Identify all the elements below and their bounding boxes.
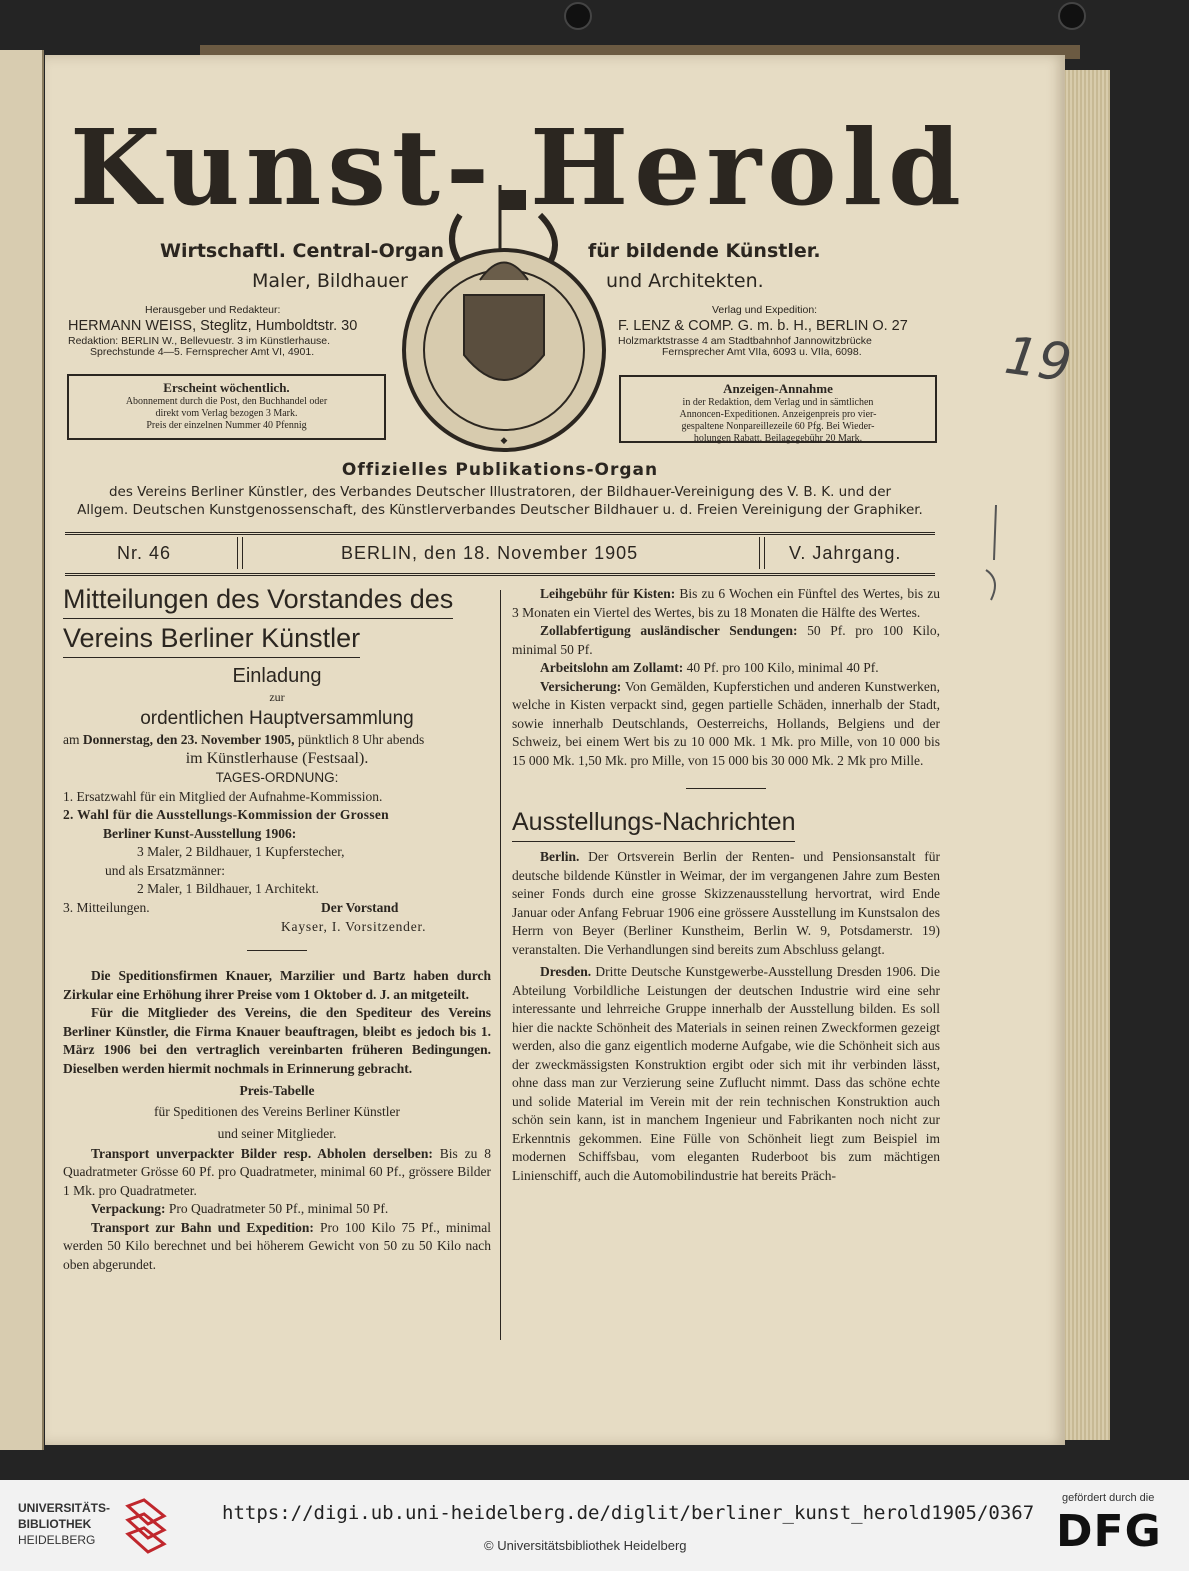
price-item-label: Versicherung: [540,678,622,694]
editor-name: HERMANN WEISS, Steglitz, Humboldtstr. 30 [68,318,358,334]
svg-text:◆: ◆ [500,436,508,446]
paragraph: Für die Mitglieder des Vereins, die den Spediteur des Vereins Berliner Künstler, die Firma Knauer beauftragen, bleibt es jedoch bis 1. März 1906 bei den vertraglich vereinbarten früheren Bedingungen. Dieselben werden hiermit nochmals in Erinnerung gebracht. [63,1005,491,1076]
subscription-line: direkt vom Verlag bezogen 3 Mark. [155,408,298,419]
issue-date: BERLIN, den 18. November 1905 [341,543,639,563]
issue-number: Nr. 46 [117,543,172,563]
masthead-title-right: Herold [530,106,967,229]
subscription-line: Abonnement durch die Post, den Buchhandel oder [125,396,328,407]
divider [686,788,766,789]
news-text: Dritte Deutsche Kunstgewerbe-Ausstellung Dresden 1906. Die Abteilung Vorbildliche Leistungen der deutschen Industrie wird eine sehr interessante und lehrreiche Gruppe innerhalb der Ausstellung bilden. Es soll hier die nackte Schönheit des Materials in seinen reinen Zweckformen gezeigt werden, also die ganz eigentlich moderne Aufgabe, wie die Schönheit sich aus der zweckmässigsten Konstruktion ergibt oder sich mit ihr verbinden lässt, ohne dass man zur Verzierung seine Zuflucht nimmt. Dass das schöne echte und solide Material im Verein mit der rein technischen Konstruktion auch schön sein kann, ist in manchem Ingenieur und Fabrikanten noch nicht zur Erkenntnis gekommen. Eine Fülle von Schönheit liegt zum Beispiel im modernen Schiffsbau, vom eleganten Ruderboot bis zum mächtigen Linienschiff, auch die Automobilindustrie hat bereits Präch- [512,964,940,1183]
advertising-line: holungen Rabatt. Beilagegebühr 20 Mark. [693,433,863,444]
copyright: © Universitätsbibliothek Heidelberg [484,1538,687,1553]
news-place: Dresden. [540,964,592,979]
price-item-label: Transport zur Bahn und Expedition: [91,1219,314,1235]
agenda-item: 3 Maler, 2 Bildhauer, 1 Kupferstecher, [137,844,345,859]
publisher-address: Holzmarktstrasse 4 am Stadtbahnhof Jannowitzbrücke [618,335,872,347]
funding-label: gefördert durch die [1062,1492,1155,1504]
dfg-logo: DFG [1056,1506,1162,1557]
price-item-text: 50 Pf. pro 100 Kilo, minimal 50 Pf. [512,623,941,657]
column-rule [500,590,501,1340]
publisher-name: F. LENZ & COMP. G. m. b. H., BERLIN O. 27 [618,318,908,334]
library-line: BIBLIOTHEK [18,1517,92,1531]
news-text: Der Ortsverein Berlin der Renten- und Pensionsanstalt für deutsche bildende Künstler in Weimar, der im vergangenen Jahre zum Besten seiner Fonds durch eine grosse Skizzenausstellung hervortrat, wird Ende Januar oder Anfang Februar 1906 eine grössere Ausstellung im Kunstsalon des Herrn von Beyer (Berliner Kunstheim, Berlin W. 9, Potsdamerstr. 19) veranstalten. Die Verhandlungen sind bereits zum Abschluss gelangt. [512,849,940,957]
binder-screw [564,2,592,30]
price-table-title: Preis-Tabelle [239,1083,315,1098]
price-item-label: Zollabfertigung ausländischer Sendungen: [540,623,798,638]
publisher-phone: Fernsprecher Amt VIIa, 6093 u. VIIa, 6098. [662,346,862,358]
advertising-title: Anzeigen-Annahme [723,381,833,396]
price-item-label: Leihgebühr für Kisten: [540,586,676,601]
publisher-label: Verlag und Expedition: [712,304,818,316]
editor-address: Redaktion: BERLIN W., Bellevuestr. 3 im Künstlerhause. [68,335,331,347]
permalink[interactable]: https://digi.ub.uni-heidelberg.de/diglit/berliner_kunst_herold1905/0367 [222,1502,1035,1524]
subscription-box [67,374,386,440]
meeting-time: pünktlich 8 Uhr abends [294,731,425,747]
meeting-date: Donnerstag, den 23. November 1905, [82,731,295,747]
dateline [65,532,935,576]
agenda-item: 2. Wahl für die Ausstellungs-Kommission der Grossen [63,807,389,822]
divider [247,950,307,951]
dateline-separator [759,537,765,569]
paragraph: Die Speditionsfirmen Knauer, Marzilier und Bartz haben durch Zirkular eine Erhöhung ihrer Preise vom 1 Oktober d. J. an mitgeteilt. [63,968,491,1002]
subtitle-right-2: und Architekten. [606,270,764,292]
subscription-title: Erscheint wöchentlich. [163,380,290,395]
price-item-text: Bis zu 8 Quadratmeter Grösse 60 Pf. pro Quadratmeter, minimal 60 Pf., grössere Bilder 1 Mk. pro Quadratmeter. [63,1145,491,1198]
price-table-sub: und seiner Mitglieder. [217,1125,337,1141]
agenda-item: Berliner Kunst-Ausstellung 1906: [103,825,297,841]
section-heading: Mitteilungen des Vorstandes des [63,580,453,619]
agenda-item: 2 Maler, 1 Bildhauer, 1 Architekt. [137,881,319,896]
page-stack-edge [1062,70,1110,1440]
agenda-item: 1. Ersatzwahl für ein Mitglied der Aufnahme-Kommission. [63,788,383,804]
section-heading: Vereins Berliner Künstler [63,619,360,658]
subscription-line: Preis der einzelnen Nummer 40 Pfennig [146,420,307,431]
meeting-when: am [63,731,83,747]
handwritten-mark [976,500,1016,610]
price-item-text: Pro Quadratmeter 50 Pf., minimal 50 Pf. [165,1201,389,1216]
official-line: Allgem. Deutschen Kunstgenossenschaft, des Künstlerverbandes Deutscher Bildhauer u. d. Freien Vereinigung der Graphiker. [77,502,923,518]
price-item-label: Transport unverpackter Bilder resp. Abholen derselben: [91,1145,433,1161]
invitation-meeting: ordentlichen Hauptversammlung [140,707,414,729]
previous-page-edge [0,50,44,1450]
signature-name: Kayser, I. Vorsitzender. [281,918,427,934]
dateline-separator [237,537,243,569]
library-name [18,1500,110,1548]
library-line: UNIVERSITÄTS- [18,1501,111,1515]
handwritten-number: 19 [1001,325,1076,395]
price-item-label: Verpackung: [91,1201,166,1216]
agenda-item: und als Ersatzmänner: [105,862,225,878]
official-line: des Vereins Berliner Künstler, des Verbandes Deutscher Illustratoren, der Bildhauer-Vereinigung des V. B. K. und der [108,484,892,500]
price-table-sub: für Speditionen des Vereins Berliner Künstler [153,1103,401,1119]
masthead-title-left: Kunst- [70,106,496,229]
price-item-text: 40 Pf. pro 100 Kilo, minimal 40 Pf. [683,660,879,675]
official-organ [60,460,940,518]
advertising-line: Annoncen-Expeditionen. Anzeigenpreis pro vier- [679,409,877,420]
subtitle-left-2: Maler, Bildhauer [252,270,408,292]
advertising-line: in der Redaktion, dem Verlag und in sämtlichen [682,397,874,408]
agenda-item: 3. Mitteilungen. [63,899,150,915]
editor-label: Herausgeber und Redakteur: [145,304,281,316]
binder-screw [1058,2,1086,30]
advertising-box [619,375,937,443]
price-item-label: Arbeitslohn am Zollamt: [540,660,684,675]
left-column [63,580,491,1274]
price-item-text: Pro 100 Kilo 75 Pf., minimal werden 50 Kilo berechnet und bei höherem Gewicht von 50 zu 50 Kilo nach oben abgerundet. [63,1219,491,1272]
official-title: Offizielles Publikations-Organ [341,460,659,480]
right-column [512,585,940,1185]
agenda-title: TAGES-ORDNUNG: [215,770,339,785]
library-logo-icon [124,1496,168,1556]
volume: V. Jahrgang. [789,543,902,563]
invitation-title: Einladung [232,665,322,687]
editor-hours: Sprechstunde 4—5. Fernsprecher Amt VI, 4901. [90,346,315,358]
price-item-text: Bis zu 6 Wochen ein Fünftel des Wertes, bis zu 3 Monaten ein Viertel des Wertes, bis zu 18 Monaten die Hälfte des Wertes. [512,586,940,620]
signature-title: Der Vorstand [321,900,399,915]
association-seal [400,185,610,455]
library-line: HEIDELBERG [18,1533,96,1547]
section-heading: Ausstellungs-Nachrichten [512,803,795,842]
subtitle-right-1: für bildende Künstler. [588,240,821,262]
invitation-zur: zur [269,690,285,704]
price-item-text: Von Gemälden, Kupferstichen und anderen Kunstwerken, welche in Kisten verpackt sind, gegen partielle Schäden, innerhalb der Stadt, sowie innerhalb Deutschlands, Oesterreichs, Hollands, Belgiens und der Schweiz, bei einem Wert bis zu 10 000 Mk. 1 Mk. pro Mille, von 10 000 bis 15 000 Mk. 1,50 Mk. pro Mille, von 15 000 bis 30 000 Mk. 2 Mk pro Mille. [512,678,940,768]
news-place: Berlin. [540,849,580,864]
meeting-place: im Künstlerhause (Festsaal). [185,750,369,767]
footer [0,1480,1189,1571]
subtitle-left-1: Wirtschaftl. Central-Organ [160,240,445,262]
advertising-line: gespaltene Nonpareillezeile 60 Pfg. Bei Wieder- [681,421,875,432]
